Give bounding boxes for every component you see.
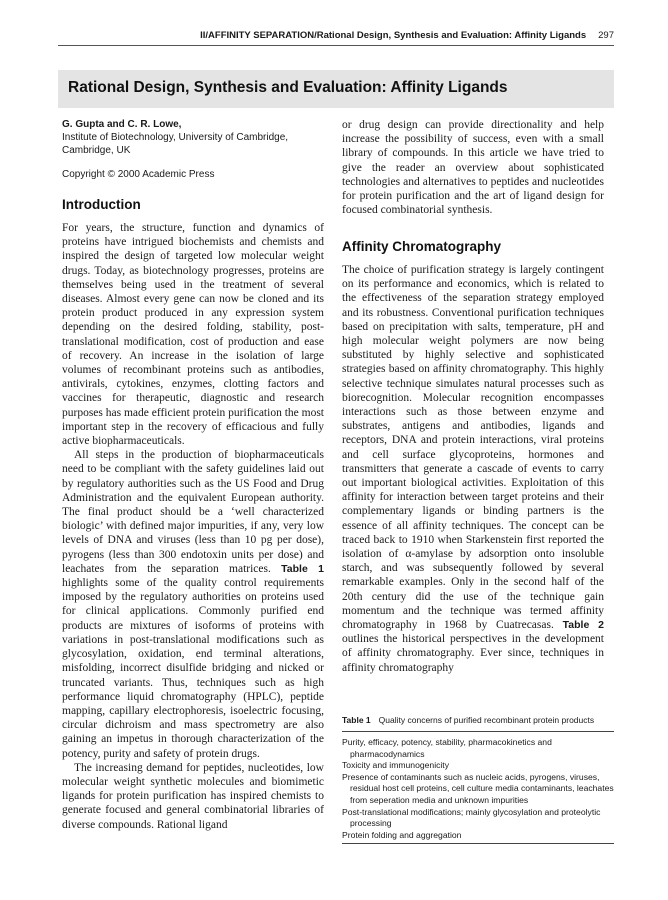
table-1 bbox=[342, 715, 614, 844]
table-1-caption-text: Quality concerns of purified recombinant protein products bbox=[378, 715, 595, 725]
table-1-caption bbox=[342, 715, 614, 732]
page-number: 297 bbox=[598, 30, 614, 41]
introduction-text-left bbox=[62, 221, 324, 832]
table-row: Toxicity and immunogenicity bbox=[342, 760, 449, 771]
intro-paragraph-3-continued: or drug design can provide directionality and help increase the possibility of success, even with a small library of compounds. In this article we have tried to give the reader an overview about sophisticated technologies and alternatives to peptides and nucleotides for protein purification and the art of ligand design for focused combinatorial synthesis. bbox=[342, 119, 604, 217]
table-1-body bbox=[342, 732, 614, 844]
copyright-notice: Copyright © 2000 Academic Press bbox=[62, 168, 215, 180]
table-2-reference: Table 2 bbox=[562, 619, 604, 632]
affinity-chromatography-heading: Affinity Chromatography bbox=[342, 239, 502, 254]
affinity-text bbox=[342, 263, 604, 675]
table-row: Protein folding and aggregation bbox=[342, 829, 462, 840]
table-row: Purity, efficacy, potency, stability, pharmacokinetics and pharmacodynamics bbox=[342, 737, 552, 759]
affiliation-line-1: Institute of Biotechnology, University of Cambridge, bbox=[62, 132, 289, 144]
introduction-text-right bbox=[342, 118, 604, 217]
table-1-reference: Table 1 bbox=[281, 562, 325, 575]
running-title: II/AFFINITY SEPARATION/Rational Design, Synthesis and Evaluation: Affinity Ligands bbox=[200, 30, 587, 41]
affinity-paragraph-1: The choice of purification strategy is largely contingent on its performance and economics, which is related to the effectiveness of the separation strategy employed and its robustness. Conventional purification techniques based on precipitation with salts, temperature, pH and high molecular weight polymers are now being substituted by highly selective and sophisticated strategies based on affinity chromatography. This highly selective technique simulates natural processes such as biorecognition. Molecular recognition encompasses interactions such as those between enzyme and substrates, antigens and antibodies, ligands and receptors, DNA and protein interactions, viral proteins and cell surface glycoproteins, hormones and transmitters that generate a cascade of events to carry out important biological activities. Exploitation of this affinity for interaction between target proteins and their complementary ligands or binding partners is the essence of all affinity techniques. The concept can be traced back to 1910 when Starkenstein first reported the isolation of α-amylase by adsorption onto insoluble starch, and was subsequently followed by several remarkable examples. Only in the second half of the 20th century did the use of the technique gain momentum and the technique was termed affinity chromatography in 1968 by Cuatrecasas. Table 2 outlines the historical perspectives in the development of affinity chromatography. Ever since, techniques in affinity chromatography bbox=[342, 264, 604, 674]
running-head bbox=[62, 30, 614, 41]
header-rule bbox=[58, 45, 614, 46]
author-names: G. Gupta and C. R. Lowe, bbox=[62, 119, 182, 130]
intro-paragraph-3: The increasing demand for peptides, nucleotides, low molecular weight synthetic molecules and biomimetic ligands for protein purification has inspired chemists to generate focused and general combinatorial libraries of diverse compounds. Rational ligand bbox=[62, 761, 324, 831]
article-title: Rational Design, Synthesis and Evaluation: Affinity Ligands bbox=[58, 70, 614, 108]
intro-paragraph-1: For years, the structure, function and dynamics of proteins have intrigued biochemists and chemists and inspired the design of targeted low molecular weight drugs. Today, as biotechnology progresses, proteins are themselves being used in the treatment of several diseases. Almost every gene can now be cloned and its protein product produced in any expression system depending on the desired folding, stability, post-translational modification, cost of production and ease of recovery. An increase in the isolation of large volumes of recombinant proteins such as antibodies, antivirals, cytokines, enzymes, clotting factors and vaccines for therapeutic, diagnostic and research purposes has made efficient protein purification the most important step in the recovery of efficacious and fully active biopharmaceuticals. bbox=[62, 222, 324, 448]
table-1-label: Table 1 bbox=[342, 715, 371, 725]
table-row: Post-translational modifications; mainly glycosylation and proteolytic processing bbox=[342, 806, 601, 829]
author-block bbox=[62, 118, 324, 181]
table-row: Presence of contaminants such as nucleic acids, pyrogens, viruses, residual host cell proteins, cell culture media contaminants, leachates from seperation media and unknown impurities bbox=[342, 771, 614, 805]
affiliation-line-2: Cambridge, UK bbox=[62, 145, 131, 157]
intro-paragraph-2: All steps in the production of biopharmaceuticals need to be compliant with the safety guidelines laid out by regulatory authorities such as the US Food and Drug Administration and the equivalent European authority. The final product should be a ‘well characterized biologic’ with defined major impurities, if any, very low levels of DNA and viruses (less than 10 pg per dose), pyrogens (less than 300 endotoxin units per dose) and leachates from the separation matrices. Table 1 highlights some of the quality control requirements imposed by the regulatory authorities on proteins used for clinical applications. Commonly purified end products are mixtures of isoforms of proteins with variations in post-translational modifications such as glycosylation, oxidation, end terminal alterations, misfolding, incorrect disulfide bridging and nicked or truncated variants. Thus, techniques such as high performance liquid chromatography (HPLC), peptide mapping, capillary electrophoresis, isoelectric focusing, circular dichroism and mass spectrometry are also gaining an impetus in thorough characterization of the potency, purity and safety of protein drugs. bbox=[62, 449, 325, 760]
introduction-heading: Introduction bbox=[62, 197, 141, 212]
